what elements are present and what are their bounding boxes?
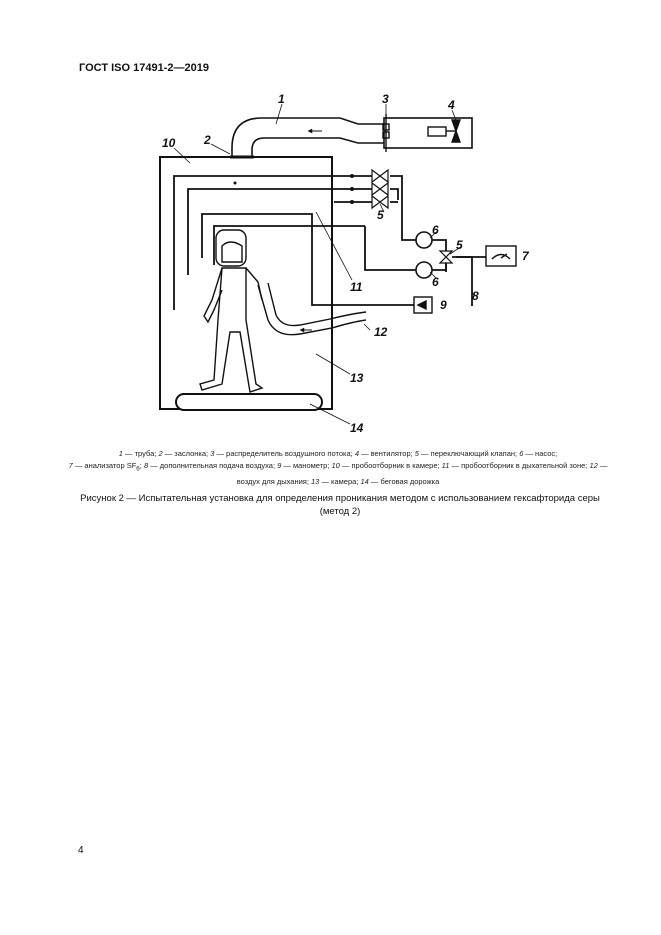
label-10: 10 (162, 136, 176, 150)
legend-text: — анализатор SF (72, 461, 137, 470)
treadmill (176, 394, 322, 410)
label-11: 11 (350, 280, 363, 294)
manometer (414, 297, 432, 313)
pipe (230, 118, 472, 157)
legend-text: — воздух для дыхания; (236, 461, 608, 486)
legend-subscript: 6 (136, 465, 140, 473)
label-6b: 6 (432, 275, 439, 289)
legend-num: 1 (118, 449, 123, 458)
legend-num: 12 (589, 461, 598, 470)
label-13: 13 (350, 371, 364, 385)
legend-text: — переключающий клапан; (418, 449, 520, 458)
legend-num: 5 (414, 449, 419, 458)
label-14: 14 (350, 421, 364, 435)
fan (428, 120, 460, 142)
label-9: 9 (440, 298, 447, 312)
switching-valves (372, 170, 388, 208)
legend-text: ; (139, 461, 144, 470)
legend-text: — распределитель воздушного потока; (214, 449, 355, 458)
legend-text: — беговая дорожка (368, 476, 440, 486)
legend-num: 6 (519, 449, 524, 458)
switching-valve-lower (440, 251, 452, 263)
legend-text: — пробоотборник в дыхательной зоне; (449, 461, 590, 470)
legend-num: 4 (354, 449, 359, 458)
figure-legend (66, 448, 610, 488)
legend-num: 14 (360, 476, 369, 486)
legend-text: — вентилятор; (358, 449, 415, 458)
label-3: 3 (382, 92, 389, 106)
label-4: 4 (448, 98, 455, 112)
legend-text: — насос; (523, 449, 558, 458)
label-12: 12 (374, 325, 388, 339)
label-2: 2 (204, 133, 211, 147)
document-header: ГОСТ ISO 17491-2—2019 (79, 62, 209, 74)
label-1: 1 (278, 92, 285, 106)
figure-caption: Рисунок 2 — Испытательная установка для определения проникания методом с использованием гексафторида серы (метод 2) (80, 493, 600, 517)
legend-num: 2 (158, 449, 163, 458)
legend-num: 11 (441, 461, 450, 470)
legend-text: — манометр; (281, 461, 332, 470)
pumps (416, 232, 432, 278)
legend-num: 7 (68, 461, 73, 470)
label-5b: 5 (456, 238, 463, 252)
legend-text: — дополнительная подача воздуха; (148, 461, 278, 470)
test-subject-figure (200, 230, 262, 392)
label-5a: 5 (377, 208, 384, 222)
legend-num: 9 (277, 461, 282, 470)
legend-num: 3 (210, 449, 215, 458)
page-number: 4 (78, 845, 84, 856)
legend-num: 10 (331, 461, 340, 470)
legend-text: — труба; (122, 449, 159, 458)
legend-num: 8 (143, 461, 149, 470)
label-7: 7 (522, 249, 529, 263)
legend-text: — заслонка; (162, 449, 211, 458)
legend-text: — пробоотборник в камере; (339, 461, 442, 470)
legend-text: — камера; (319, 476, 361, 486)
legend-num: 13 (311, 476, 320, 486)
sf6-analyzer (486, 246, 516, 266)
label-8: 8 (472, 289, 479, 303)
label-6a: 6 (432, 223, 439, 237)
